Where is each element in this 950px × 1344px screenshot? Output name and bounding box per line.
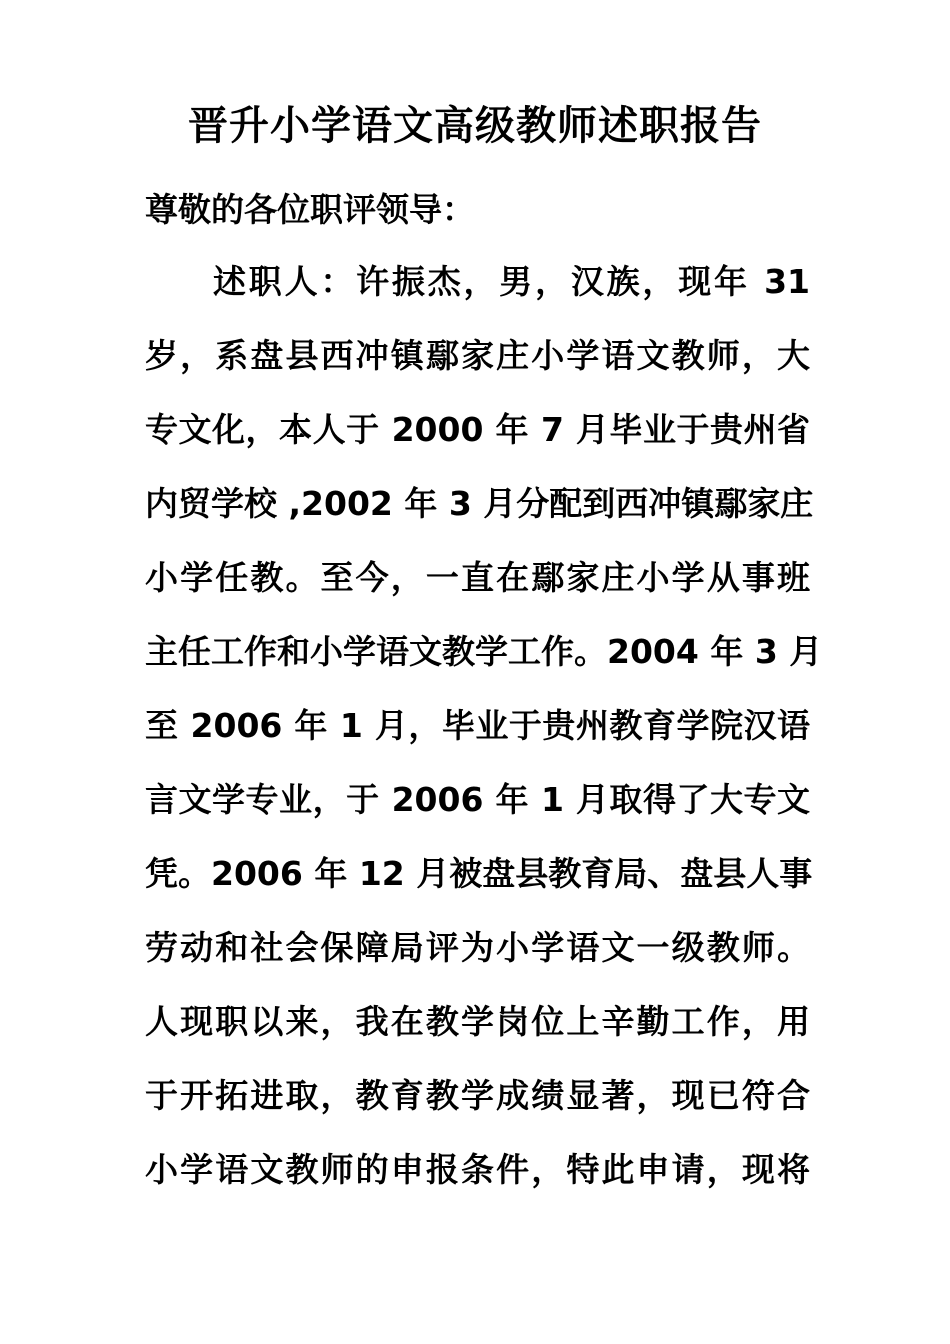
body-line: 内贸学校 ,2002 年 3 月分配到西冲镇鄢家庄	[145, 484, 814, 523]
body-line: 岁，系盘县西冲镇鄢家庄小学语文教师，大	[145, 336, 810, 375]
body-line: 述职人：许振杰，男，汉族，现年 31	[213, 262, 810, 301]
salutation: 尊敬的各位职评领导：	[145, 190, 475, 229]
body-line: 专文化，本人于 2000 年 7 月毕业于贵州省	[145, 410, 810, 449]
body-line: 小学任教。至今，一直在鄢家庄小学从事班	[145, 558, 810, 597]
body-line: 小学语文教师的申报条件，特此申请，现将	[145, 1150, 810, 1189]
body-line: 凭。2006 年 12 月被盘县教育局、盘县人事	[145, 854, 813, 893]
body-text	[145, 252, 823, 1214]
body-line: 劳动和社会保障局评为小学语文一级教师。	[145, 928, 810, 967]
body-line: 人现职以来，我在教学岗位上辛勤工作，用	[145, 1002, 810, 1041]
document-title: 晋升小学语文高级教师述职报告	[188, 103, 762, 149]
body-line: 主任工作和小学语文教学工作。2004 年 3 月	[145, 632, 823, 671]
body-line: 言文学专业，于 2006 年 1 月取得了大专文	[145, 780, 810, 819]
body-line: 至 2006 年 1 月，毕业于贵州教育学院汉语	[145, 706, 810, 745]
body-line: 于开拓进取，教育教学成绩显著，现已符合	[145, 1076, 810, 1115]
